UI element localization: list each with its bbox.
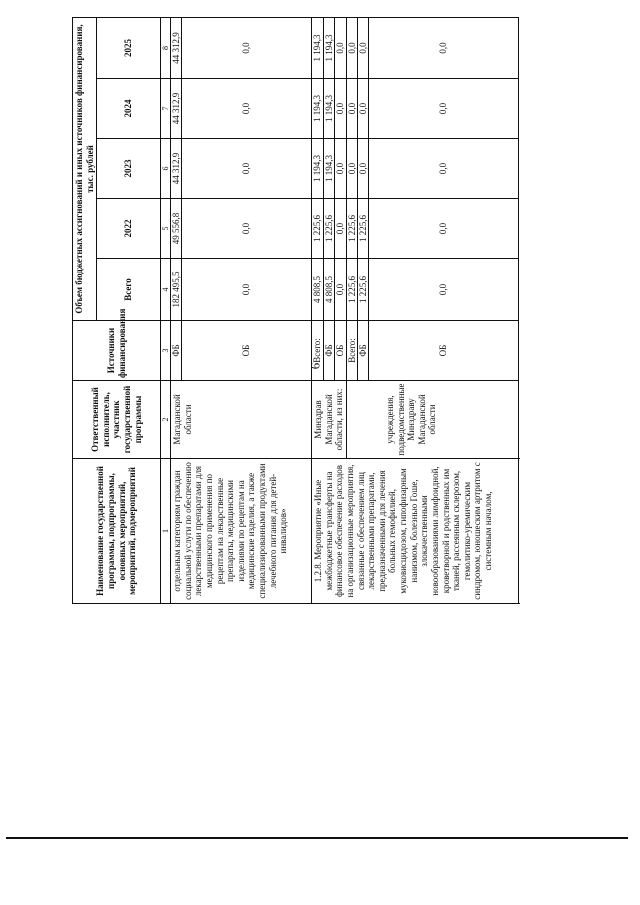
header-source: Источники финансирования xyxy=(73,321,161,381)
row2-2024: 0,0 xyxy=(358,79,369,139)
col-num: 7 xyxy=(161,79,171,139)
row2-name: 1.2.8. Мероприятие «Иные межбюджетные трансферты на финансовое обеспечение расходов на организационные мероприятия, связанные с обеспечением лиц лекарственными препаратами, предназначенными для лечения больных гемофилией, муковисцидозом, гипофизарным нанизмом, болезнью Гоше, злокачественными новообразованиями лимфоидной, кроветворной и родственных им тканей, рассеянным склерозом, гемолитико-уремическим синдромом, юношеским артритом с системным началом, xyxy=(312,459,519,604)
row1-name: отдельным категориям граждан социальной услуги по обеспечению лекарственными препаратами для медицинского применения по рецептам на лекарственные препараты, медицинскими изделиями по рецептам на медицинские изделия, а также специализированными продуктами лечебного питания для детей-инвалидов» xyxy=(171,459,312,604)
row2-2024: 0,0 xyxy=(347,79,358,139)
row1-2024: 44 312,9 xyxy=(171,79,182,139)
row1-2025: 0,0 xyxy=(182,18,312,79)
col-num: 8 xyxy=(161,18,171,79)
row2-2024: 1 194,3 xyxy=(312,79,324,139)
col-num: 5 xyxy=(161,199,171,259)
row2-executor-a: Минздрав Магаданской области, из них: xyxy=(312,381,347,459)
row2-2025: 0,0 xyxy=(358,18,369,79)
row1-total: 0,0 xyxy=(182,259,312,321)
row2-2023: 0,0 xyxy=(369,139,519,199)
row2-source: Всего: xyxy=(312,321,324,381)
row2-2023: 0,0 xyxy=(335,139,347,199)
col-num: 6 xyxy=(161,139,171,199)
row2-2024: 0,0 xyxy=(369,79,519,139)
row2-source: Всего: xyxy=(347,321,358,381)
rotated-table-area xyxy=(72,18,575,604)
header-row-1 xyxy=(73,18,97,604)
col-num: 1 xyxy=(161,459,171,604)
row1-source: ФБ xyxy=(171,321,182,381)
row1-total: 182 495,5 xyxy=(171,259,182,321)
header-name: Наименование государственной программы, подпрограммы, основных мероприятий, мероприятий, подмероприятий xyxy=(73,459,161,604)
row1-2024: 0,0 xyxy=(182,79,312,139)
row2-total: 0,0 xyxy=(335,259,347,321)
header-executor: Ответственный исполнитель, участник государственной программы xyxy=(73,381,161,459)
row1-2023: 44 312,9 xyxy=(171,139,182,199)
row2-total: 1 225,6 xyxy=(347,259,358,321)
row2-2025: 1 194,3 xyxy=(312,18,324,79)
row2-total: 4 808,5 xyxy=(312,259,324,321)
row1-executor: Магаданской области xyxy=(171,381,312,459)
row2-total: 1 225,6 xyxy=(358,259,369,321)
header-2025: 2025 xyxy=(97,18,161,79)
row1-2023: 0,0 xyxy=(182,139,312,199)
row2-total: 4 808,5 xyxy=(323,259,335,321)
row2-2023: 1 194,3 xyxy=(323,139,335,199)
header-total: Всего xyxy=(97,259,161,321)
row1-2022: 0,0 xyxy=(182,199,312,259)
table-row xyxy=(171,18,182,604)
row2-2023: 1 194,3 xyxy=(312,139,324,199)
row2-2025: 0,0 xyxy=(335,18,347,79)
header-2023: 2023 xyxy=(97,139,161,199)
row2-source: ОБ xyxy=(369,321,519,381)
row1-2025: 44 312,9 xyxy=(171,18,182,79)
row2-source: ФБ xyxy=(323,321,335,381)
row2-source: ФБ xyxy=(358,321,369,381)
row1-2022: 49 556,8 xyxy=(171,199,182,259)
row2-2024: 1 194,3 xyxy=(323,79,335,139)
row2-2022: 1 225,6 xyxy=(312,199,324,259)
row2-2022: 0,0 xyxy=(335,199,347,259)
page-number: 6 xyxy=(307,362,323,370)
row2-2024: 0,0 xyxy=(335,79,347,139)
row2-2025: 0,0 xyxy=(347,18,358,79)
col-num: 4 xyxy=(161,259,171,321)
table-row xyxy=(312,18,324,604)
separator-line xyxy=(6,837,628,839)
budget-table-container xyxy=(72,18,575,604)
row2-total: 0,0 xyxy=(369,259,519,321)
header-2024: 2024 xyxy=(97,79,161,139)
row2-source: ОБ xyxy=(335,321,347,381)
row2-2022: 1 225,6 xyxy=(323,199,335,259)
row2-executor-b: учреждения, подведомственные Минздраву Магаданской области xyxy=(347,381,519,459)
header-volume: Объем бюджетных ассигнований и иных источников финансирования, тыс. рублей xyxy=(73,18,97,321)
row2-2025: 1 194,3 xyxy=(323,18,335,79)
row2-2022: 0,0 xyxy=(369,199,519,259)
col-num: 3 xyxy=(161,321,171,381)
row2-2023: 0,0 xyxy=(358,139,369,199)
header-2022: 2022 xyxy=(97,199,161,259)
column-number-row xyxy=(161,18,171,604)
row1-source: ОБ xyxy=(182,321,312,381)
row2-2022: 1 225,6 xyxy=(347,199,358,259)
row2-2023: 0,0 xyxy=(347,139,358,199)
budget-table xyxy=(72,17,519,604)
row2-2025: 0,0 xyxy=(369,18,519,79)
row2-2022: 1 225,6 xyxy=(358,199,369,259)
col-num: 2 xyxy=(161,381,171,459)
